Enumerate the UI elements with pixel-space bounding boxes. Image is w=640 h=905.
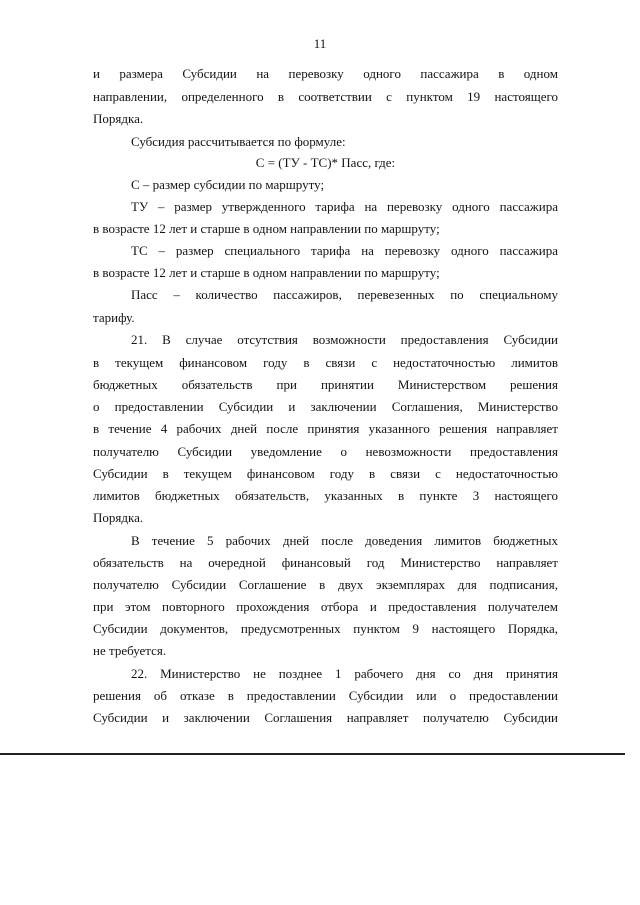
text-line: Пасс – количество пассажиров, перевезенных по специальному [131,287,558,302]
text-line: не требуется. [93,643,167,658]
text-line: при этом повторного прохождения отбора и предоставления получателем [93,599,558,614]
text-line: о предоставлении Субсидии и заключении Соглашения, Министерство [93,399,558,414]
text-line: получателю Субсидии уведомление о невозможности предоставления [93,444,558,459]
text-line: Субсидии и заключении Соглашения направляет получателю Субсидии [93,710,558,725]
text-line: в возрасте 12 лет и старше в одном направлении по маршруту; [93,265,440,280]
text-line: в текущем финансовом году в связи с недостаточностью лимитов [93,355,558,370]
text-line: Субсидии в текущем финансовом году в связи с недостаточностью [93,466,558,481]
text-line: Порядка. [93,111,144,126]
text-line: получателю Субсидии Соглашение в двух экземплярах для подписания, [93,577,558,592]
text-line: решения об отказе в предоставлении Субсидии или о предоставлении [93,688,558,703]
text-line: бюджетных обязательств при принятии Министерством решения [93,377,558,392]
text-line: Субсидия рассчитывается по формуле: [131,134,346,149]
text-line: В течение 5 рабочих дней после доведения лимитов бюджетных [131,533,558,548]
text-line: ТС – размер специального тарифа на перевозку одного пассажира [131,243,558,258]
text-line: 22. Министерство не позднее 1 рабочего дня со дня принятия [131,666,558,681]
text-line: в течение 4 рабочих дней после принятия указанного решения направляет [93,421,558,436]
text-line: направлении, определенного в соответствии с пунктом 19 настоящего [93,89,558,104]
text-line: С – размер субсидии по маршруту; [131,177,325,192]
text-line: обязательств на очередной финансовый год Министерство направляет [93,555,558,570]
page-number: 11 [313,36,327,51]
page-divider-rule [0,753,625,755]
text-line: 21. В случае отсутствия возможности предоставления Субсидии [131,332,558,347]
text-line: в возрасте 12 лет и старше в одном направлении по маршруту; [93,221,440,236]
text-line: и размера Субсидии на перевозку одного пассажира в одном [93,66,558,81]
formula: С = (ТУ - ТС)* Пасс, где: [255,155,396,170]
text-line: лимитов бюджетных обязательств, указанных в пункте 3 настоящего [93,488,558,503]
text-line: тарифу. [93,310,135,325]
text-line: Порядка. [93,510,144,525]
text-line: Субсидии документов, предусмотренных пунктом 9 настоящего Порядка, [93,621,558,636]
text-line: ТУ – размер утвержденного тарифа на перевозку одного пассажира [131,199,558,214]
